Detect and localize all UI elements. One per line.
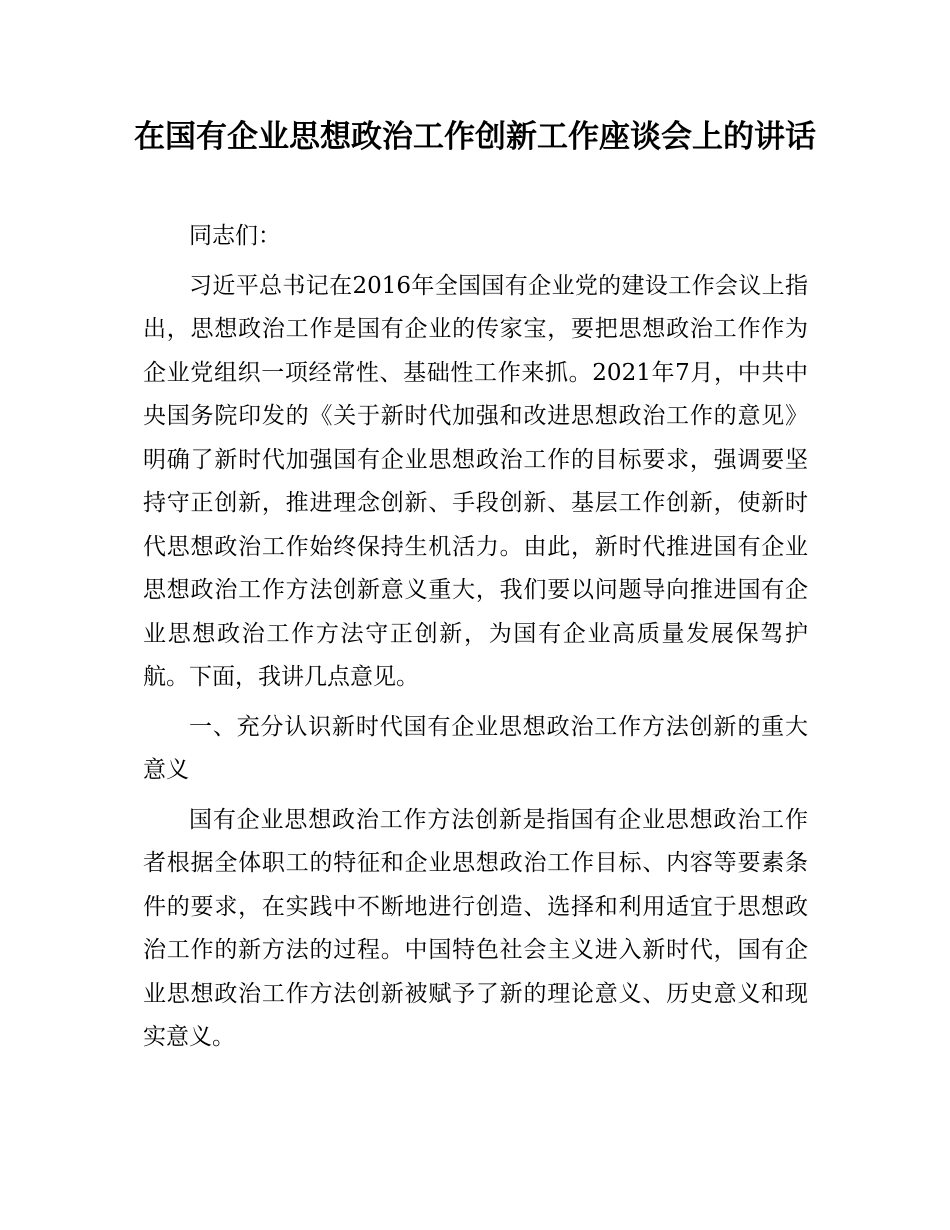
- document-title: 在国有企业思想政治工作创新工作座谈会上的讲话: [134, 119, 816, 155]
- intro-paragraph: 习近平总书记在2016年全国国有企业党的建设工作会议上指出，思想政治工作是国有企业的传家宝，要把思想政治工作作为企业党组织一项经常性、基础性工作来抓。2021年7月，中共中央国务院印发的《关于新时代加强和改进思想政治工作的意见》明确了新时代加强国有企业思想政治工作的目标要求，强调要坚持守正创新，推进理念创新、手段创新、基层工作创新，使新时代思想政治工作始终保持生机活力。由此，新时代推进国有企业思想政治工作方法创新意义重大，我们要以问题导向推进国有企业思想政治工作方法守正创新，为国有企业高质量发展保驾护航。下面，我讲几点意见。: [143, 272, 808, 690]
- section-heading: 一、充分认识新时代国有企业思想政治工作方法创新的重大意义: [143, 713, 808, 783]
- section-paragraph: 国有企业思想政治工作方法创新是指国有企业思想政治工作者根据全体职工的特征和企业思想政治工作目标、内容等要素条件的要求，在实践中不断地进行创造、选择和利用适宜于思想政治工作的新方法的过程。中国特色社会主义进入新时代，国有企业思想政治工作方法创新被赋予了新的理论意义、历史意义和现实意义。: [143, 806, 808, 1050]
- document-body: [143, 215, 808, 1066]
- salutation: 同志们：: [189, 223, 281, 249]
